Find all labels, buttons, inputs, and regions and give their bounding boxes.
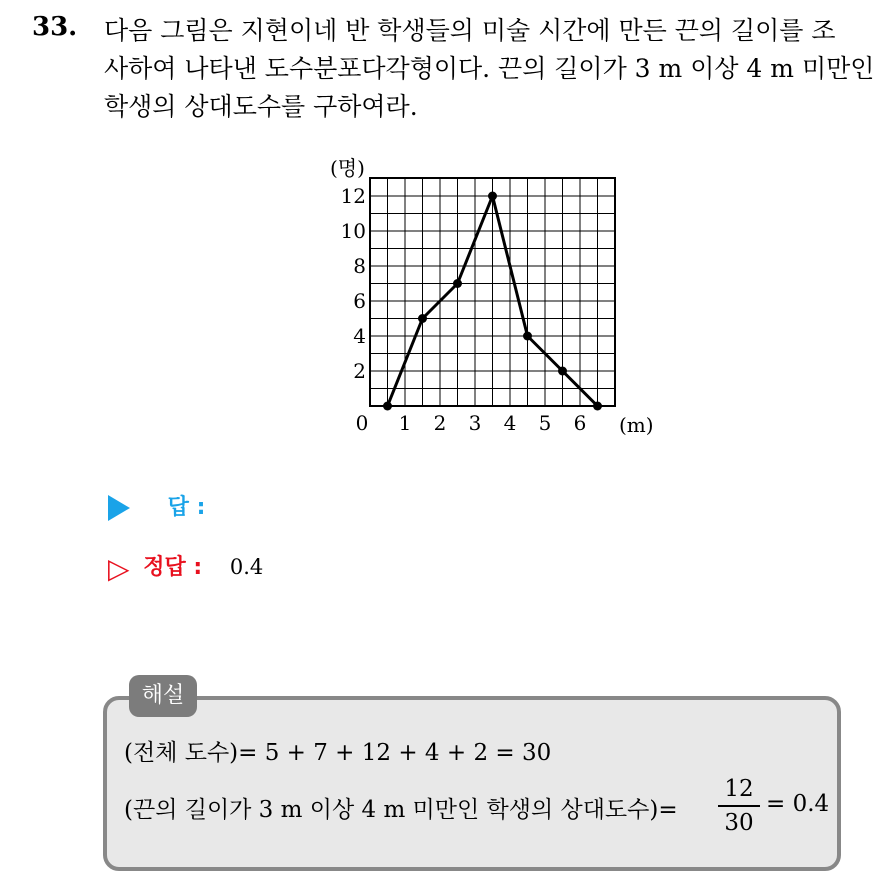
correct-answer-value: 0.4	[229, 555, 264, 579]
correct-answer-label: 정답 :	[143, 555, 203, 580]
question-line-3: 학생의 상대도수를 구하여라.	[104, 92, 418, 121]
solution-tag: 해설	[129, 675, 197, 717]
x-tick-label: 5	[538, 411, 552, 435]
data-point	[593, 402, 602, 411]
x-tick-label: 0	[355, 411, 369, 435]
x-axis-label: (m)	[619, 413, 654, 437]
answer-row	[108, 490, 205, 521]
y-tick-label: 4	[353, 324, 366, 348]
x-tick-label: 6	[573, 411, 587, 435]
fraction-bar	[718, 805, 760, 807]
play-triangle-icon	[108, 495, 130, 521]
frequency-polygon-chart	[320, 152, 654, 442]
x-tick-label: 3	[468, 411, 482, 435]
fraction-denominator: 30	[724, 810, 754, 836]
x-tick-label: 2	[433, 411, 447, 435]
data-point	[523, 332, 532, 341]
outline-triangle-icon: ▷	[108, 551, 130, 585]
y-tick-label: 10	[340, 219, 366, 243]
y-tick-label: 12	[340, 184, 366, 208]
data-point	[418, 314, 427, 323]
solution-result: = 0.4	[766, 791, 830, 817]
question-text	[104, 12, 874, 126]
y-tick-label: 2	[353, 359, 366, 383]
data-point	[558, 367, 567, 376]
solution-line-1: (전체 도수)= 5 + 7 + 12 + 4 + 2 = 30	[124, 740, 552, 766]
answer-label: 답 :	[167, 495, 206, 520]
correct-answer-row	[108, 550, 263, 585]
question-line-2: 사하여 나타낸 도수분포다각형이다. 끈의 길이가 3 m 이상 4 m 미만인	[104, 54, 875, 83]
x-tick-label: 1	[398, 411, 412, 435]
solution-line-2: (끈의 길이가 3 m 이상 4 m 미만인 학생의 상대도수)=	[124, 797, 678, 823]
x-tick-label: 4	[503, 411, 517, 435]
data-point	[453, 279, 462, 288]
data-point	[383, 402, 392, 411]
data-point	[488, 192, 497, 201]
question-line-1: 다음 그림은 지현이네 반 학생들의 미술 시간에 만든 끈의 길이를 조	[104, 16, 836, 45]
solution-fraction	[718, 776, 760, 836]
y-tick-label: 6	[353, 289, 366, 313]
fraction-numerator: 12	[724, 776, 754, 802]
y-tick-label: 8	[353, 254, 366, 278]
question-number: 33.	[32, 12, 78, 42]
y-axis-label: (명)	[330, 156, 365, 180]
